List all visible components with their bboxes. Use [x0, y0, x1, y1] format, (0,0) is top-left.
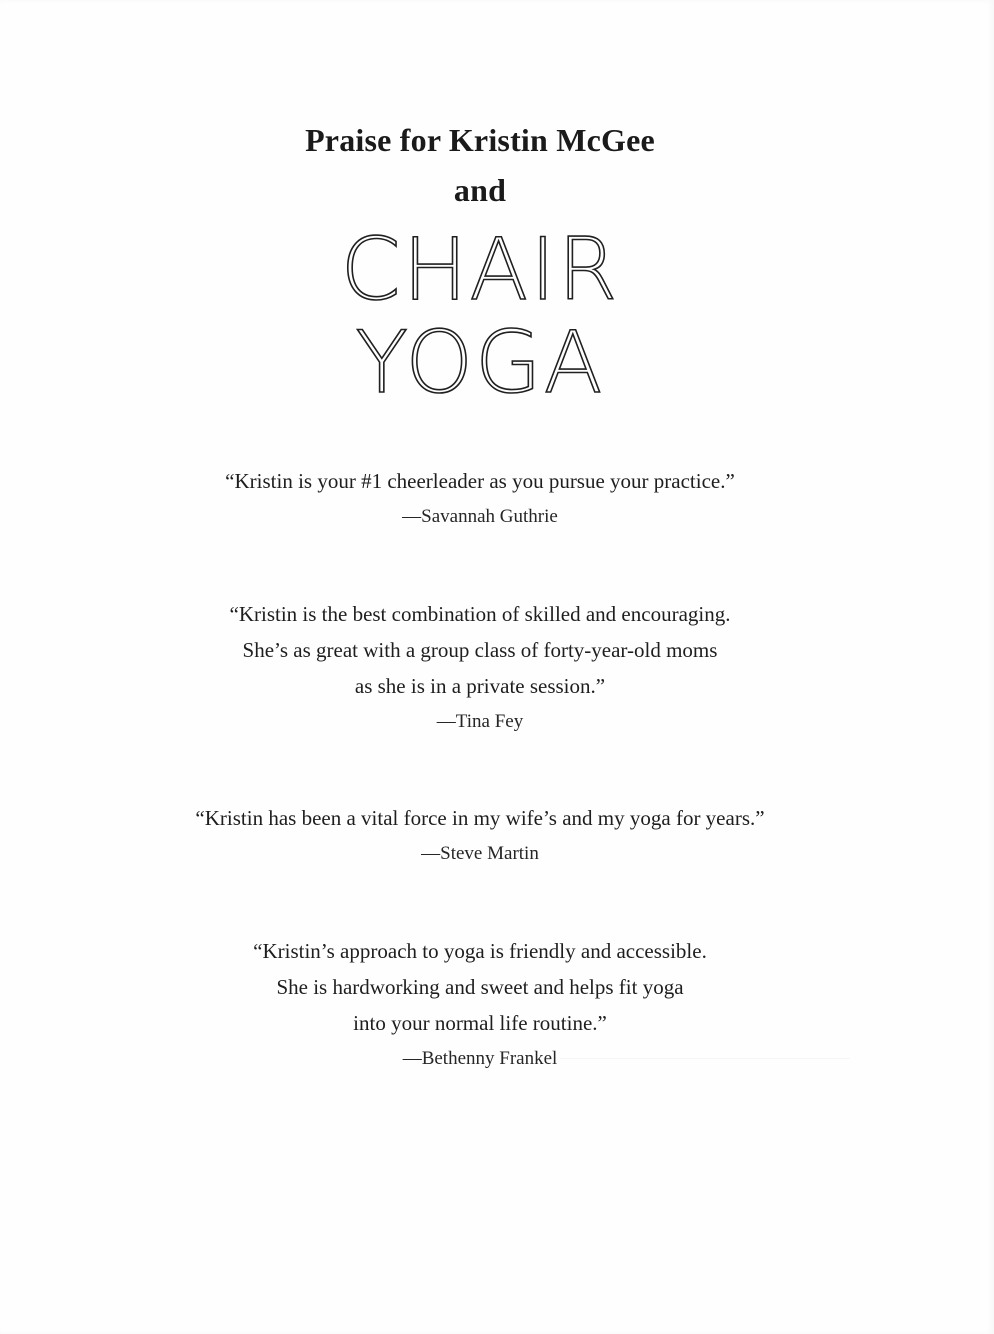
quote-tina-fey	[0, 596, 960, 740]
book-title-line-2: YOGA	[355, 313, 605, 413]
praise-heading: Praise for Kristin McGee	[305, 122, 655, 158]
quote-text: as she is in a private session.”	[354, 674, 606, 698]
quote-text: “Kristin has been a vital force in my wife’s and my yoga for years.”	[195, 806, 765, 830]
book-title-chair	[0, 220, 960, 320]
quote-text: “Kristin is your #1 cheerleader as you pursue your practice.”	[225, 469, 735, 493]
book-title-yoga	[0, 313, 960, 413]
quote-savannah-guthrie	[0, 463, 960, 535]
praise-heading-and: and	[453, 172, 507, 208]
quote-bethenny-frankel	[0, 933, 960, 1077]
quote-attribution: —Tina Fey	[436, 711, 524, 732]
quote-text: into your normal life routine.”	[353, 1011, 607, 1035]
quote-text: She is hardworking and sweet and helps fit yoga	[276, 975, 684, 999]
quote-text: “Kristin is the best combination of skilled and encouraging.	[229, 602, 731, 626]
quote-text: “Kristin’s approach to yoga is friendly and accessible.	[253, 939, 707, 963]
quote-attribution: —Steve Martin	[421, 843, 539, 864]
quote-attribution: —Bethenny Frankel	[402, 1048, 558, 1069]
quote-attribution: —Savannah Guthrie	[402, 506, 558, 527]
book-title-line-1: CHAIR	[340, 220, 620, 320]
quote-text: She’s as great with a group class of forty-year-old moms	[242, 638, 718, 662]
quote-steve-martin	[0, 800, 960, 872]
